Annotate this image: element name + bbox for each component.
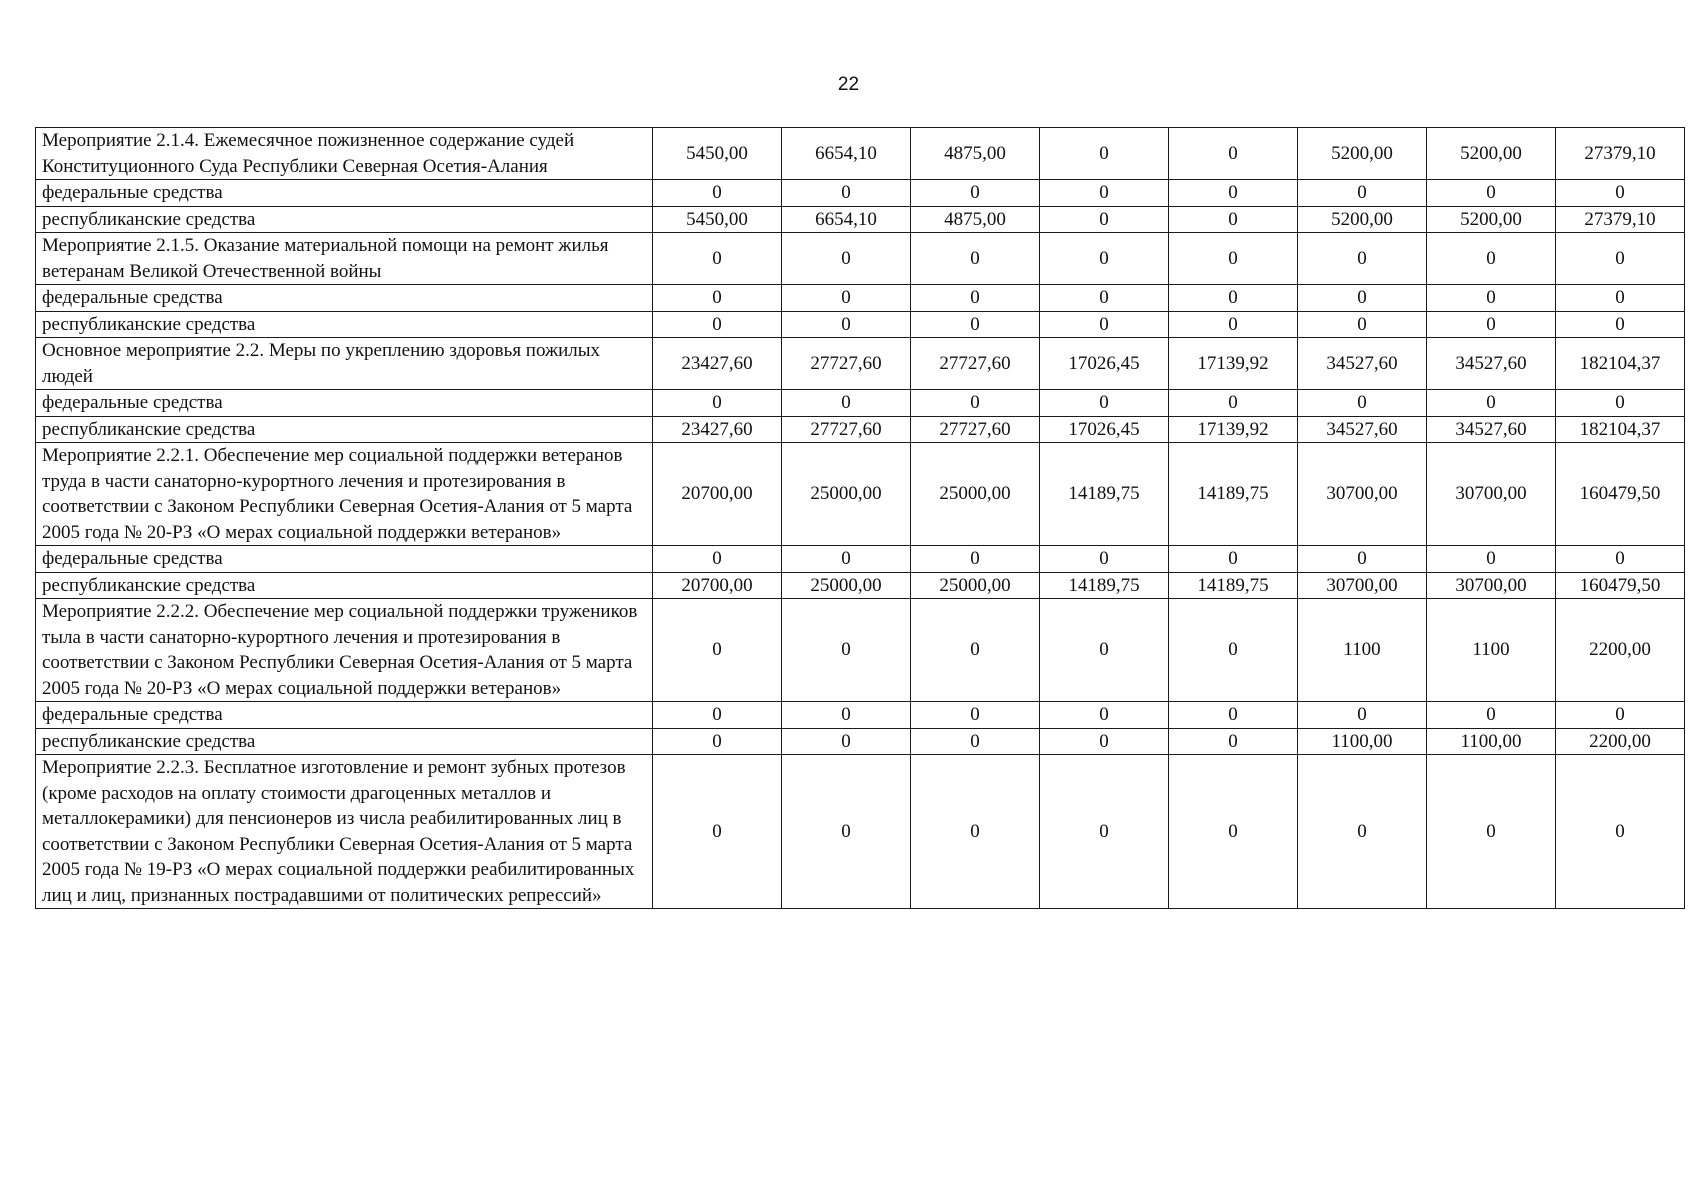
row-value-cell: 0 — [1169, 728, 1298, 755]
row-value-cell: 0 — [911, 728, 1040, 755]
row-value-cell: 30700,00 — [1427, 572, 1556, 599]
row-total-cell: 160479,50 — [1556, 572, 1685, 599]
row-value-cell: 0 — [911, 599, 1040, 702]
row-value-cell: 0 — [1040, 728, 1169, 755]
row-value-cell: 0 — [1298, 546, 1427, 573]
row-value-cell: 0 — [1040, 180, 1169, 207]
row-value-cell: 0 — [1040, 311, 1169, 338]
row-value-cell: 30700,00 — [1298, 572, 1427, 599]
row-value-cell: 0 — [1040, 546, 1169, 573]
row-value-cell: 0 — [1427, 390, 1556, 417]
table-row — [36, 702, 1685, 729]
row-total-cell: 182104,37 — [1556, 416, 1685, 443]
row-value-cell: 14189,75 — [1040, 572, 1169, 599]
table-row — [36, 572, 1685, 599]
row-value-cell: 0 — [782, 599, 911, 702]
row-value-cell: 0 — [911, 233, 1040, 285]
budget-table — [35, 127, 1685, 909]
row-value-cell: 25000,00 — [782, 572, 911, 599]
row-value-cell: 0 — [653, 702, 782, 729]
row-value-cell: 30700,00 — [1427, 443, 1556, 546]
row-value-cell: 0 — [1427, 755, 1556, 909]
row-label: республиканские средства — [36, 206, 653, 233]
row-value-cell: 14189,75 — [1169, 572, 1298, 599]
row-value-cell: 1100 — [1298, 599, 1427, 702]
row-value-cell: 0 — [653, 180, 782, 207]
row-value-cell: 23427,60 — [653, 416, 782, 443]
row-value-cell: 0 — [782, 728, 911, 755]
row-value-cell: 0 — [1298, 311, 1427, 338]
row-total-cell: 0 — [1556, 546, 1685, 573]
row-value-cell: 25000,00 — [911, 443, 1040, 546]
row-value-cell: 0 — [1427, 285, 1556, 312]
row-value-cell: 0 — [1040, 755, 1169, 909]
table-row — [36, 546, 1685, 573]
table-row — [36, 755, 1685, 909]
row-value-cell: 0 — [1427, 702, 1556, 729]
row-value-cell: 0 — [1040, 206, 1169, 233]
row-value-cell: 0 — [782, 546, 911, 573]
row-total-cell: 27379,10 — [1556, 128, 1685, 180]
row-value-cell: 0 — [1040, 128, 1169, 180]
table-row — [36, 443, 1685, 546]
row-value-cell: 0 — [1427, 180, 1556, 207]
row-label: федеральные средства — [36, 702, 653, 729]
row-value-cell: 0 — [782, 755, 911, 909]
row-value-cell: 0 — [1040, 233, 1169, 285]
row-value-cell: 0 — [653, 311, 782, 338]
row-label: республиканские средства — [36, 572, 653, 599]
row-value-cell: 34527,60 — [1298, 416, 1427, 443]
row-value-cell: 0 — [1040, 285, 1169, 312]
row-value-cell: 0 — [653, 233, 782, 285]
table-row — [36, 599, 1685, 702]
row-label: Мероприятие 2.2.3. Бесплатное изготовление и ремонт зубных протезов (кроме расходов на оплату стоимости драгоценных металлов и металлокерамики) для пенсионеров из числа реабилитированных лиц в соответствии с Законом Республики Северная Осетия-Алания от 5 марта 2005 года № 19-РЗ «О мерах социальной поддержки реабилитированных лиц и лиц, признанных пострадавшими от политических репрессий» — [36, 755, 653, 909]
row-total-cell: 0 — [1556, 390, 1685, 417]
row-value-cell: 0 — [911, 546, 1040, 573]
row-value-cell: 1100 — [1427, 599, 1556, 702]
row-value-cell: 0 — [653, 755, 782, 909]
row-value-cell: 0 — [911, 180, 1040, 207]
row-value-cell: 0 — [911, 390, 1040, 417]
row-value-cell: 0 — [782, 180, 911, 207]
row-total-cell: 0 — [1556, 702, 1685, 729]
row-value-cell: 0 — [911, 755, 1040, 909]
table-row — [36, 233, 1685, 285]
row-value-cell: 17026,45 — [1040, 416, 1169, 443]
row-label: федеральные средства — [36, 285, 653, 312]
row-value-cell: 6654,10 — [782, 206, 911, 233]
row-value-cell: 1100,00 — [1298, 728, 1427, 755]
row-value-cell: 0 — [782, 702, 911, 729]
row-value-cell: 0 — [782, 311, 911, 338]
row-value-cell: 5200,00 — [1298, 128, 1427, 180]
table-row — [36, 728, 1685, 755]
row-value-cell: 0 — [1169, 206, 1298, 233]
row-value-cell: 0 — [653, 546, 782, 573]
row-value-cell: 0 — [1427, 311, 1556, 338]
row-value-cell: 30700,00 — [1298, 443, 1427, 546]
row-value-cell: 0 — [911, 702, 1040, 729]
table-row — [36, 128, 1685, 180]
row-value-cell: 0 — [653, 285, 782, 312]
row-value-cell: 5200,00 — [1298, 206, 1427, 233]
row-label: Основное мероприятие 2.2. Меры по укреплению здоровья пожилых людей — [36, 338, 653, 390]
row-total-cell: 2200,00 — [1556, 599, 1685, 702]
row-value-cell: 5200,00 — [1427, 206, 1556, 233]
row-label: Мероприятие 2.2.2. Обеспечение мер социальной поддержки тружеников тыла в части санаторно-курортного лечения и протезирования в соответствии с Законом Республики Северная Осетия-Алания от 5 марта 2005 года № 20-РЗ «О мерах социальной поддержки ветеранов» — [36, 599, 653, 702]
row-value-cell: 27727,60 — [911, 338, 1040, 390]
row-value-cell: 0 — [911, 311, 1040, 338]
row-value-cell: 0 — [1169, 390, 1298, 417]
row-value-cell: 0 — [1169, 233, 1298, 285]
row-value-cell: 14189,75 — [1169, 443, 1298, 546]
table-row — [36, 180, 1685, 207]
row-value-cell: 34527,60 — [1427, 338, 1556, 390]
row-label: Мероприятие 2.2.1. Обеспечение мер социальной поддержки ветеранов труда в части санаторно-курортного лечения и протезирования в соответствии с Законом Республики Северная Осетия-Алания от 5 марта 2005 года № 20-РЗ «О мерах социальной поддержки ветеранов» — [36, 443, 653, 546]
row-label: республиканские средства — [36, 728, 653, 755]
row-value-cell: 0 — [1427, 546, 1556, 573]
row-value-cell: 0 — [1298, 233, 1427, 285]
row-value-cell: 0 — [653, 390, 782, 417]
row-label: федеральные средства — [36, 390, 653, 417]
row-value-cell: 20700,00 — [653, 572, 782, 599]
row-total-cell: 0 — [1556, 755, 1685, 909]
row-value-cell: 0 — [1298, 390, 1427, 417]
row-value-cell: 0 — [653, 728, 782, 755]
row-value-cell: 34527,60 — [1298, 338, 1427, 390]
row-label: Мероприятие 2.1.4. Ежемесячное пожизненное содержание судей Конституционного Суда Республики Северная Осетия-Алания — [36, 128, 653, 180]
table-body — [36, 128, 1685, 909]
row-value-cell: 27727,60 — [782, 338, 911, 390]
row-total-cell: 0 — [1556, 311, 1685, 338]
row-total-cell: 182104,37 — [1556, 338, 1685, 390]
row-total-cell: 0 — [1556, 233, 1685, 285]
row-value-cell: 17139,92 — [1169, 416, 1298, 443]
row-value-cell: 0 — [1169, 599, 1298, 702]
row-value-cell: 27727,60 — [782, 416, 911, 443]
row-value-cell: 0 — [1169, 180, 1298, 207]
row-value-cell: 0 — [1298, 755, 1427, 909]
row-value-cell: 0 — [911, 285, 1040, 312]
row-value-cell: 0 — [1040, 702, 1169, 729]
row-value-cell: 1100,00 — [1427, 728, 1556, 755]
row-value-cell: 0 — [1169, 285, 1298, 312]
row-value-cell: 4875,00 — [911, 206, 1040, 233]
row-value-cell: 20700,00 — [653, 443, 782, 546]
page-number: 22 — [837, 74, 860, 95]
row-value-cell: 0 — [1298, 285, 1427, 312]
row-value-cell: 0 — [1169, 755, 1298, 909]
row-value-cell: 0 — [1169, 128, 1298, 180]
row-value-cell: 34527,60 — [1427, 416, 1556, 443]
row-total-cell: 160479,50 — [1556, 443, 1685, 546]
row-label: Мероприятие 2.1.5. Оказание материальной помощи на ремонт жилья ветеранам Великой Отечественной войны — [36, 233, 653, 285]
row-value-cell: 5450,00 — [653, 206, 782, 233]
row-label: федеральные средства — [36, 180, 653, 207]
row-total-cell: 0 — [1556, 180, 1685, 207]
row-value-cell: 0 — [1169, 546, 1298, 573]
row-value-cell: 0 — [1169, 702, 1298, 729]
row-total-cell: 2200,00 — [1556, 728, 1685, 755]
row-value-cell: 0 — [782, 285, 911, 312]
row-value-cell: 0 — [1298, 180, 1427, 207]
row-total-cell: 0 — [1556, 285, 1685, 312]
row-label: федеральные средства — [36, 546, 653, 573]
row-value-cell: 0 — [1040, 390, 1169, 417]
row-total-cell: 27379,10 — [1556, 206, 1685, 233]
row-value-cell: 0 — [653, 599, 782, 702]
row-value-cell: 17139,92 — [1169, 338, 1298, 390]
row-value-cell: 0 — [1427, 233, 1556, 285]
table-row — [36, 416, 1685, 443]
row-value-cell: 25000,00 — [782, 443, 911, 546]
table-row — [36, 285, 1685, 312]
row-value-cell: 17026,45 — [1040, 338, 1169, 390]
table-row — [36, 206, 1685, 233]
row-value-cell: 27727,60 — [911, 416, 1040, 443]
table-row — [36, 390, 1685, 417]
table-row — [36, 338, 1685, 390]
row-label: республиканские средства — [36, 416, 653, 443]
row-value-cell: 5200,00 — [1427, 128, 1556, 180]
row-value-cell: 0 — [1169, 311, 1298, 338]
row-value-cell: 0 — [782, 233, 911, 285]
row-value-cell: 25000,00 — [911, 572, 1040, 599]
row-value-cell: 4875,00 — [911, 128, 1040, 180]
row-value-cell: 23427,60 — [653, 338, 782, 390]
row-value-cell: 0 — [782, 390, 911, 417]
table-row — [36, 311, 1685, 338]
row-label: республиканские средства — [36, 311, 653, 338]
row-value-cell: 6654,10 — [782, 128, 911, 180]
row-value-cell: 14189,75 — [1040, 443, 1169, 546]
row-value-cell: 0 — [1298, 702, 1427, 729]
row-value-cell: 0 — [1040, 599, 1169, 702]
row-value-cell: 5450,00 — [653, 128, 782, 180]
